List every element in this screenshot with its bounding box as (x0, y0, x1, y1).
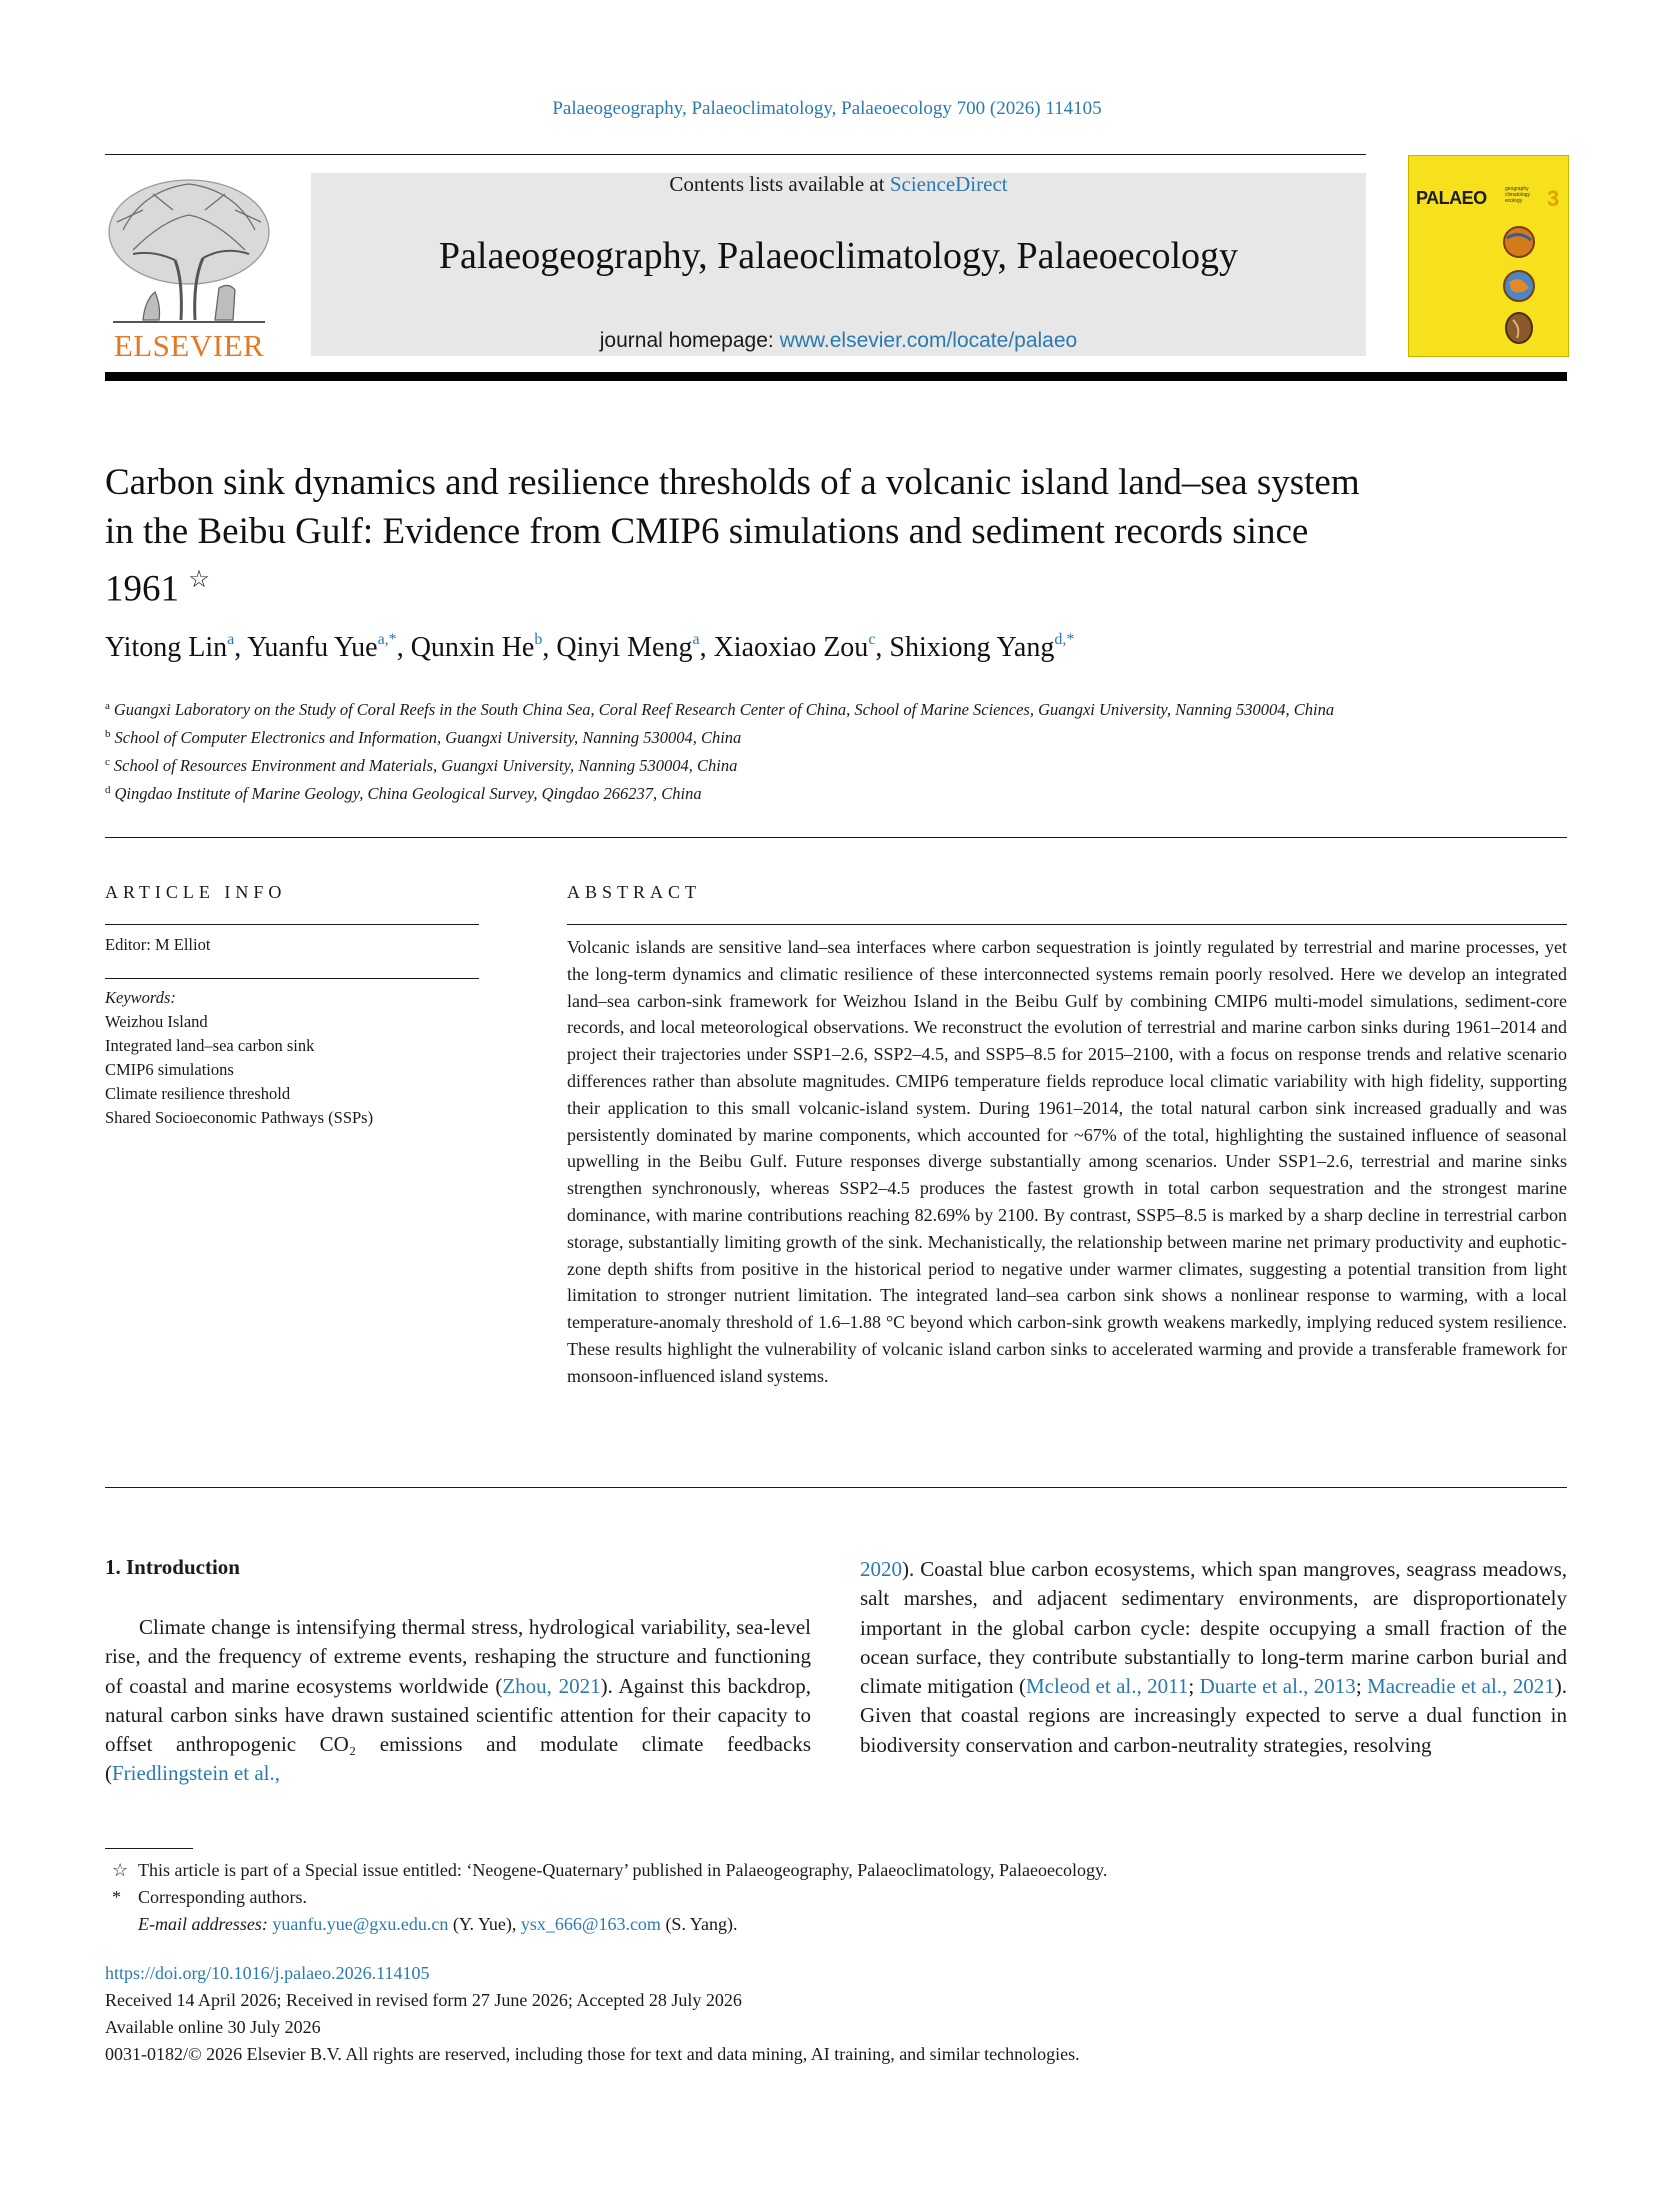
section-rule (105, 1487, 1567, 1488)
article-title-text: Carbon sink dynamics and resilience thresholds of a volcanic island land–sea system in the Beibu Gulf: Evidence from CMIP6 simulations and sediment records since 1961 (105, 462, 1360, 610)
author-list: Yitong Lin$^a$, Yuanfu Yue$^{a,*}$, Qunxin He$^b$, Qinyi Meng$^a$, Xiaoxiao Zou$^c$, Shixiong Yang$^{d,*}$ (105, 631, 1075, 663)
journal-cover[interactable] (1408, 155, 1569, 357)
keyword-item: Weizhou Island (105, 1012, 208, 1031)
author-affil-link[interactable]: b (534, 631, 543, 648)
body-column-left (105, 1613, 811, 1789)
copyright-line: 0031-0182/© 2026 Elsevier B.V. All rights are reserved, including those for text and data mining, AI training, and similar technologies. (105, 2044, 1080, 2064)
keyword-item: Integrated land–sea carbon sink (105, 1036, 315, 1055)
author-name: Yitong Lin (105, 632, 228, 663)
footnote-item (112, 1884, 1562, 1911)
affiliation-text: School of Resources Environment and Materials, Guangxi University, Nanning 530004, China (113, 756, 738, 775)
affiliation-item (105, 694, 1375, 722)
footnote-item (112, 1911, 1562, 1938)
author-name: Qunxin He (410, 632, 535, 663)
email-owner: (Y. Yue), (448, 1914, 521, 1934)
author-affil-link[interactable]: d,* (1054, 631, 1075, 648)
footnote-rule (105, 1848, 193, 1849)
affiliation-item (105, 778, 1375, 806)
contents-line (311, 172, 1366, 197)
info-rule (105, 978, 479, 979)
homepage-link[interactable]: www.elsevier.com/locate/palaeo (779, 329, 1078, 352)
article-title (105, 458, 1375, 613)
abstract-heading: ABSTRACT (567, 882, 702, 902)
journal-title: Palaeogeography, Palaeoclimatology, Palaeoecology (438, 235, 1239, 277)
citation-link[interactable]: Macreadie et al., 2021 (1367, 1674, 1555, 1699)
footnote-mark: * (112, 1887, 121, 1907)
author-affil-link[interactable]: a,* (377, 631, 397, 648)
homepage-prefix: journal homepage: (599, 329, 780, 352)
abstract-rule (567, 924, 1567, 925)
info-rule (105, 924, 479, 925)
affiliation-key: d (105, 784, 111, 796)
running-head[interactable]: Palaeogeography, Palaeoclimatology, Palaeoecology 700 (2026) 114105 (552, 98, 1102, 119)
affiliation-text: Qingdao Institute of Marine Geology, China Geological Survey, Qingdao 266237, China (114, 784, 702, 803)
footnote-item (112, 1857, 1562, 1884)
received-line: Received 14 April 2026; Received in revised form 27 June 2026; Accepted 28 July 2026 (105, 1990, 742, 2010)
body-text: ; (1188, 1674, 1200, 1699)
keyword-item: Shared Socioeconomic Pathways (SSPs) (105, 1108, 374, 1127)
affiliation-text: Guangxi Laboratory on the Study of Coral Reefs in the South China Sea, Coral Reef Research Center of China, School of Marine Sciences, Guangxi University, Nanning 530004, China (113, 700, 1335, 719)
body-column-right (860, 1555, 1567, 1760)
body-text: ). Given that coastal regions are increasingly expected to serve a dual function in biodiversity conservation and carbon-neutrality strategies, resolving (860, 1674, 1567, 1757)
editor-line: Editor: M Elliot (105, 935, 211, 954)
section-rule (105, 837, 1567, 838)
citation-link[interactable]: Mcleod et al., 2011 (1025, 1674, 1189, 1699)
author-name: Shixiong Yang (889, 632, 1055, 663)
title-footnote-mark[interactable]: ☆ (188, 567, 210, 593)
sciencedirect-link[interactable]: ScienceDirect (889, 172, 1008, 196)
email-link[interactable]: yuanfu.yue@gxu.edu.cn (272, 1914, 449, 1934)
citation-link[interactable]: 2020 (860, 1557, 902, 1581)
elsevier-wordmark[interactable]: ELSEVIER (113, 328, 265, 363)
footnote-text: This article is part of a Special issue entitled: ‘Neogene-Quaternary’ published in Palaeogeography, Palaeoclimatology, Palaeoecology. (138, 1860, 1108, 1880)
masthead-thick-rule (105, 372, 1567, 381)
affiliation-text: School of Computer Electronics and Information, Guangxi University, Nanning 530004, China (114, 728, 742, 747)
homepage-line (311, 329, 1366, 353)
keyword-item: CMIP6 simulations (105, 1060, 234, 1079)
cover-number: 3 (1547, 186, 1560, 211)
author-affil-link[interactable]: c (868, 631, 876, 648)
author-affil-link[interactable]: a (692, 631, 700, 648)
email-label: E-mail addresses: (138, 1914, 268, 1934)
affiliation-key: c (105, 756, 110, 768)
footnote-mark: ☆ (112, 1860, 129, 1880)
contents-prefix: Contents lists available at (669, 172, 890, 196)
header-rule (105, 154, 1366, 155)
affiliation-item (105, 722, 1375, 750)
author-name: Qinyi Meng (556, 632, 693, 663)
citation-link[interactable]: Duarte et al., 2013 (1199, 1674, 1356, 1699)
author-name: Yuanfu Yue (247, 632, 378, 663)
author-name: Xiaoxiao Zou (713, 632, 869, 663)
publication-info (105, 1960, 1565, 2068)
doi-link[interactable]: https://doi.org/10.1016/j.palaeo.2026.114105 (105, 1963, 430, 1983)
keywords-block (105, 986, 373, 1130)
online-line: Available online 30 July 2026 (105, 2017, 321, 2037)
affiliation-key: b (105, 728, 111, 740)
article-info-heading: ARTICLE INFO (105, 882, 287, 902)
abstract-text: Volcanic islands are sensitive land–sea interfaces where carbon sequestration is jointly regulated by terrestrial and marine processes, yet the long-term dynamics and climatic resilience of these interconnected systems remain poorly resolved. Here we develop an integrated land–sea carbon-sink framework for Weizhou Island in the Beibu Gulf by combining CMIP6 multi-model simulations, sediment-core records, and local meteorological observations. We reconstruct the evolution of terrestrial and marine carbon sinks during 1961–2014 and project their trajectories under SSP1–2.6, SSP2–4.5, and SSP5–8.5 for 2015–2100, with a focus on response trends and relative scenario differences rather than absolute magnitudes. CMIP6 temperature fields reproduce local climatic variability with high fidelity, supporting their application to this small volcanic-island system. During 1961–2014, the total natural carbon sink increased gradually and was persistently dominated by marine components, which accounted for ~67% of the total, highlighting the sustained influence of seasonal upwelling in the Beibu Gulf. Future responses diverge substantially among scenarios. Under SSP1–2.6, terrestrial and marine sinks strengthen synchronously, whereas SSP2–4.5 produces the fastest growth in total carbon sequestration and the strongest marine dominance, with marine contributions reaching 82.69% by 2100. By contrast, SSP5–8.5 is marked by a sharp decline in terrestrial carbon storage, substantially limiting growth of the sink. Mechanistically, the relationship between marine net primary productivity and euphotic-zone depth shifts from positive in the historical period to negative under warmer climates, suggesting a potential transition from light limitation to stronger nutrient limitation. The integrated land–sea carbon sink shows a nonlinear response to warming, with a local temperature-anomaly threshold of 1.6–1.88 °C beyond which carbon-sink growth weakens markedly, implying reduced system resilience. These results highlight the vulnerability of volcanic island carbon sinks to accelerated warming and provide a transferable framework for monsoon-influenced island systems. (567, 937, 1567, 1386)
email-owner: (S. Yang). (660, 1914, 738, 1934)
cover-subtitle: geography climatology ecology (1505, 186, 1531, 204)
affiliation-key: a (105, 700, 110, 712)
body-paragraph (105, 1613, 811, 1789)
keywords-label: Keywords: (105, 988, 176, 1007)
cover-globe-icons (1409, 156, 1568, 356)
section-heading: 1. Introduction (105, 1555, 240, 1579)
affiliation-item (105, 750, 1375, 778)
body-text: Climate change is intensifying thermal stress, hydrological variability, sea-level rise, and the frequency of extreme events, reshaping the structure and functioning of coastal and marine ecosystems worldwide ( (105, 1615, 811, 1698)
citation-link[interactable]: Friedlingstein et al., (112, 1761, 280, 1786)
citation-link[interactable]: Zhou, 2021 (502, 1673, 601, 1698)
keyword-item: Climate resilience threshold (105, 1084, 291, 1103)
cover-title: PALAEO (1416, 188, 1487, 208)
email-link[interactable]: ysx_666@163.com (520, 1914, 661, 1934)
affiliations (105, 694, 1375, 806)
body-text: ; (1355, 1674, 1368, 1699)
author-affil-link[interactable]: a (227, 631, 235, 648)
footnotes (112, 1857, 1562, 1938)
footnote-text: Corresponding authors. (138, 1887, 307, 1907)
body-text: ). Against this backdrop, natural carbon sinks have drawn sustained scientific attention for their capacity to offset anthropogenic CO₂ emissions and modulate climate feedbacks ( (105, 1673, 811, 1786)
body-text: ). Coastal blue carbon ecosystems, which span mangroves, seagrass meadows, salt marshes, and adjacent sedimentary environments, are disproportionately important in the global carbon cycle: despite occupying a small fraction of the ocean surface, they contribute substantially to long-term marine carbon burial and climate mitigation ( (860, 1557, 1567, 1699)
